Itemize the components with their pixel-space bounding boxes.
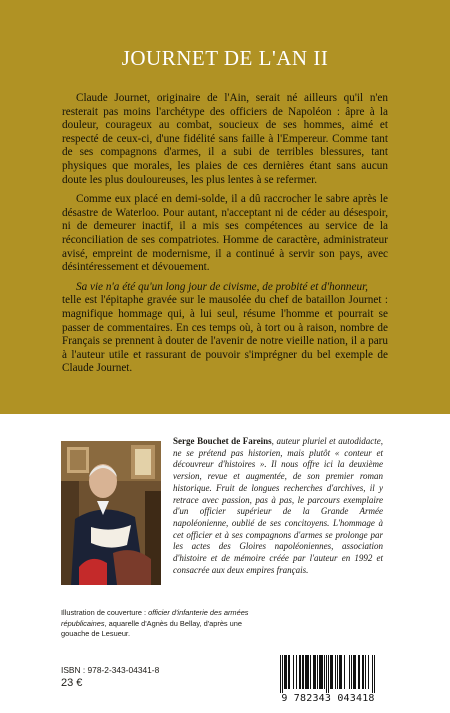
barcode-bar <box>302 655 303 689</box>
barcode-bar <box>351 655 352 689</box>
barcode-bar <box>303 655 304 689</box>
barcode-bar <box>284 655 285 689</box>
credit-lead: Illustration de couverture : <box>61 608 149 617</box>
barcode-bar <box>328 655 329 693</box>
barcode-bar <box>355 655 356 689</box>
barcode-bar <box>314 655 315 689</box>
barcode-bar <box>344 655 345 689</box>
author-photo <box>61 441 161 585</box>
back-cover-summary <box>62 92 388 376</box>
author-bio-text: , auteur pluriel et autodidacte, ne se prétend pas historien, mais plutôt « conteur et découvreur d'histoires ». Il nous offre ici la deuxième version, revue et augmentée, de son premier roman historique. Fruit de longues recherches d'archives, il y retrace avec passion, pas à pas, le parcours exemplaire d'un officier supérieur de la Grande Armée napoléonienne, oublié de ses concitoyens. L'hommage à cet officier et à ses compagnons d'armes se prolonge par les actes des Gloires napoléoniennes, association d'histoire et de mémoire créée par l'auteur en 1992 et consacrée aux deux empires français. <box>173 436 383 575</box>
barcode-bar <box>282 655 283 693</box>
barcode-bar <box>321 655 322 689</box>
cover-illustration-credit <box>61 608 257 640</box>
summary-paragraph-2: Comme eux placé en demi-solde, il a dû raccrocher le sabre après le désastre de Waterloo. Pour autant, n'acceptant ni de céder au désespoir, ni de demeurer inactif, il a mis ses compétences au service de la réconciliation de ses compatriotes. Homme de caractère, administrateur avisé, empreint de modernisme, il a continué à servir son pays, avec désintéressement et dévouement. <box>62 193 388 274</box>
barcode-bar <box>354 655 355 689</box>
barcode-bar <box>341 655 342 689</box>
barcode-bars <box>268 655 388 693</box>
barcode-bar <box>317 655 318 689</box>
barcode-bar <box>359 655 360 689</box>
barcode-bar <box>372 655 373 693</box>
barcode-bar <box>324 655 325 689</box>
barcode-bar <box>319 655 320 689</box>
price-label: 23 € <box>61 677 83 689</box>
barcode-bar <box>353 655 354 689</box>
barcode-bar <box>340 655 341 689</box>
barcode-bar <box>362 655 363 689</box>
barcode-bar <box>296 655 297 689</box>
barcode-bar <box>368 655 369 689</box>
book-title: JOURNET DE L'AN II <box>121 46 329 70</box>
barcode-bar <box>326 655 327 693</box>
author-name: Serge Bouchet de Fareins <box>173 436 272 446</box>
barcode-bar <box>339 655 340 689</box>
author-portrait-image <box>61 441 161 585</box>
author-bio <box>173 436 383 576</box>
barcode-bar <box>332 655 333 689</box>
barcode-bar <box>374 655 375 693</box>
credit-rest: , aquarelle d'Agnès du Bellay, d'après une gouache de Lesueur. <box>61 618 243 639</box>
barcode-bar <box>331 655 332 689</box>
barcode-bar <box>330 655 331 689</box>
barcode-digits: 9 782343 043418 <box>281 693 375 704</box>
barcode-bar <box>280 655 281 693</box>
barcode-bar <box>306 655 307 689</box>
barcode-bar <box>308 655 309 689</box>
barcode-bar <box>322 655 323 689</box>
isbn-label: ISBN : 978-2-343-04341-8 <box>61 665 160 675</box>
barcode-bar <box>293 655 294 689</box>
barcode-bar <box>315 655 316 689</box>
barcode-bar <box>365 655 366 689</box>
epitaph-quote: Sa vie n'a été qu'un long jour de civisme, de probité et d'honneur, <box>76 280 368 293</box>
barcode-bar <box>310 655 311 689</box>
summary-paragraph-3 <box>62 281 388 376</box>
barcode-bar <box>285 655 286 689</box>
barcode-bar <box>313 655 314 689</box>
barcode-bar <box>288 655 289 689</box>
barcode-bar <box>286 655 287 689</box>
barcode-bar <box>307 655 308 689</box>
barcode-bar <box>358 655 359 689</box>
summary-paragraph-3-text: telle est l'épitaphe gravée sur le mausolée du chef de bataillon Journet : magnifique hommage qui, à lui seul, résume l'homme et pourrait se passer de commentaires. En ces temps où, à tort ou à raison, nombre de Français se prennent à douter de l'avenir de notre vieille nation, il a paru à l'auteur utile et rassurant de pouvoir s'imprégner du bel exemple de Claude Journet. <box>62 294 388 375</box>
barcode-bar <box>305 655 306 689</box>
barcode-bar <box>363 655 364 689</box>
summary-paragraph-1: Claude Journet, originaire de l'Ain, serait né ailleurs qu'il n'en resterait pas moins l'archétype des officiers de Napoléon : âpre à la douleur, courageux au combat, soucieux de ses hommes, aimé et respecté de ceux-ci, d'une fidélité sans faille à l'Empereur. Comme tant de ses compagnons d'armes, il a subi de terribles blessures, tant physiques que morales, les plaies de ces dernières étant sans aucun doute les plus douloureuses, les plus lentes à se refermer. <box>62 92 388 186</box>
credit-artwork-title: officier d'infanterie des armées républicaines <box>61 608 249 628</box>
barcode-bar <box>299 655 300 689</box>
barcode-bar <box>300 655 301 689</box>
barcode-bar <box>337 655 338 689</box>
barcode-bar <box>335 655 336 689</box>
barcode-bar <box>349 655 350 689</box>
barcode-bar <box>289 655 290 689</box>
barcode-bar <box>320 655 321 689</box>
